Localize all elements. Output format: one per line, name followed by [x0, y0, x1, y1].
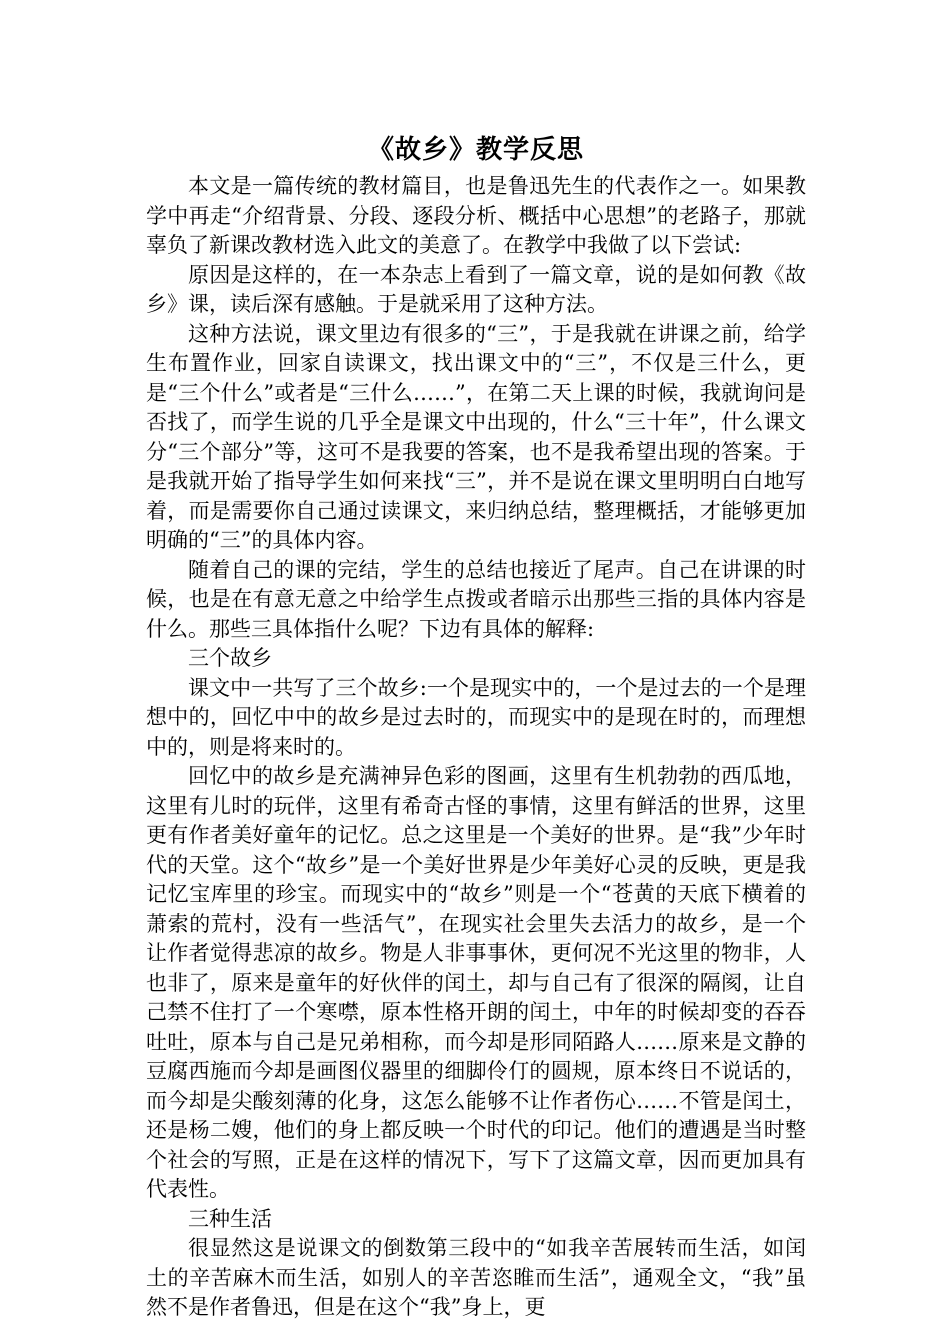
paragraph-intro: 本文是一篇传统的教材篇目，也是鲁迅先生的代表作之一。如果教学中再走“介绍背景、分段、逐段分析、概括中心思想”的老路子，那就辜负了新课改教材选入此文的美意了。在教学中我做了以下尝试:: [146, 174, 806, 257]
document-title: 《故乡》教学反思: [367, 135, 584, 165]
paragraph-reason: 原因是这样的，在一本杂志上看到了一篇文章，说的是如何教《故乡》课，读后深有感触。于是就采用了这种方法。: [146, 262, 806, 316]
paragraph-method: 这种方法说，课文里边有很多的“三”，于是我就在讲课之前，给学生布置作业，回家自读课文，找出课文中的“三”，不仅是三什么，更是“三个什么”或者是“三什么……”，在第二天上课的时候，我就询问是否找了，而学生说的几乎全是课文中出现的，什么“三十年”，什么课文分“三个部分”等，这可不是我要的答案，也不是我希望出现的答案。于是我就开始了指导学生如何来找“三”，并不是说在课文里明明白白地写着，而是需要你自己通过读课文，来归纳总结，整理概括，才能够更加明确的“三”的具体内容。: [146, 321, 806, 552]
section-heading-three-lives: 三种生活: [188, 1206, 272, 1231]
document-page: [146, 128, 806, 1323]
paragraph-three-hometowns: 课文中一共写了三个故乡:一个是现实中的，一个是过去的一个是理想中的，回忆中中的故乡是过去时的，而现实中的是现在时的，而理想中的，则是将来时的。: [146, 675, 806, 759]
section-heading-three-hometowns: 三个故乡: [188, 646, 272, 670]
paragraph-summary: 随着自己的课的完结，学生的总结也接近了尾声。自己在讲课的时候，也是在有意无意之中给学生点拨或者暗示出那些三指的具体内容是什么。那些三具体指什么呢？下边有具体的解释:: [146, 557, 806, 641]
paragraph-three-lives: 很显然这是说课文的倒数第三段中的“如我辛苦展转而生活，如闰土的辛苦麻木而生活，如别人的辛苦恣睢而生活”，通观全文，“我”虽然不是作者鲁迅，但是在这个“我”身上，更: [146, 1236, 806, 1319]
paragraph-memory-hometown: 回忆中的故乡是充满神异色彩的图画，这里有生机勃勃的西瓜地，这里有儿时的玩伴，这里有希奇古怪的事情，这里有鲜活的世界，这里更有作者美好童年的记忆。总之这里是一个美好的世界。是“我”少年时代的天堂。这个“故乡”是一个美好世界是少年美好心灵的反映，更是我记忆宝库里的珍宝。而现实中的“故乡”则是一个“苍黄的天底下横着的萧索的荒村，没有一些活气”，在现实社会里失去活力的故乡，是一个让作者觉得悲凉的故乡。物是人非事事休，更何况不光这里的物非，人也非了，原来是童年的好伙伴的闰土，却与自己有了很深的隔阂，让自己禁不住打了一个寒噤，原本性格开朗的闰土，中年的时候却变的吞吞吐吐，原本与自己是兄弟相称，而今却是形同陌路人……原来是文静的豆腐西施而今却是画图仪器里的细脚伶仃的圆规，原本终日不说话的，而今却是尖酸刻薄的化身，这怎么能够不让作者伤心……不管是闰土，还是杨二嫂，他们的身上都反映一个时代的印记。他们的遭遇是当时整个社会的写照，正是在这样的情况下，写下了这篇文章，因而更加具有代表性。: [146, 764, 806, 1201]
